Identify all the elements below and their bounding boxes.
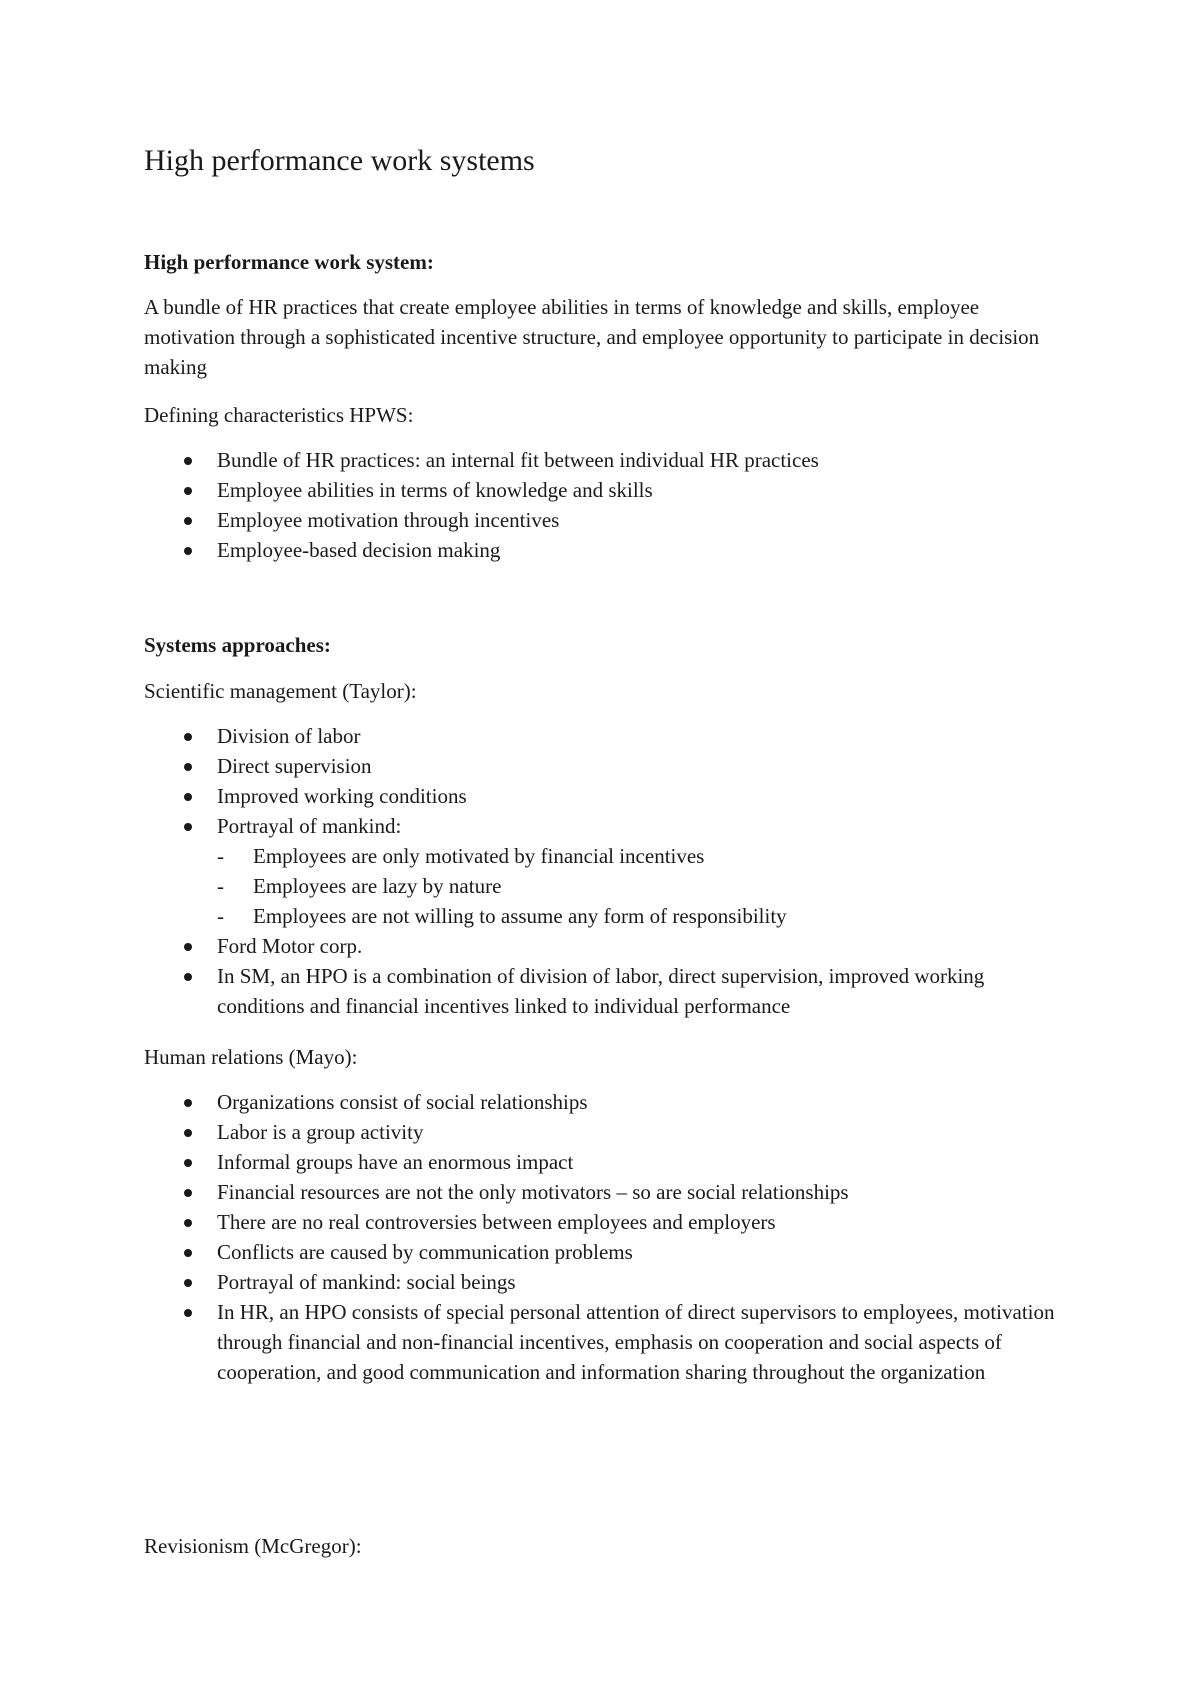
bullet-icon	[184, 763, 192, 771]
list-item: Informal groups have an enormous impact	[144, 1147, 1074, 1177]
bullet-icon	[184, 1099, 192, 1107]
document-page	[144, 0, 1074, 1698]
list-item: Direct supervision	[144, 751, 1074, 781]
list-item: Bundle of HR practices: an internal fit between individual HR practices	[144, 445, 1074, 475]
human-relations-label-block	[144, 1042, 1074, 1072]
bullet-icon	[184, 1249, 192, 1257]
bullet-icon	[184, 487, 192, 495]
characteristics-list	[144, 445, 1074, 565]
bullet-icon	[184, 1189, 192, 1197]
list-item: Organizations consist of social relationships	[144, 1087, 1074, 1117]
bullet-icon	[184, 1129, 192, 1137]
sub-list-item: - Employees are only motivated by financial incentives	[217, 841, 1074, 871]
scientific-management-label: Scientific management (Taylor):	[144, 679, 417, 703]
section-hpws-heading-block	[144, 247, 1074, 277]
section-systems-heading-block	[144, 630, 1074, 660]
list-item: Portrayal of mankind: social beings	[144, 1267, 1074, 1297]
bullet-icon	[184, 1309, 192, 1317]
sub-list-item: - Employees are lazy by nature	[217, 871, 1074, 901]
scientific-list-block	[144, 721, 1074, 1021]
human-relations-list-block	[144, 1087, 1074, 1387]
revisionism-label-block	[144, 1531, 1074, 1561]
portrayal-sublist	[217, 841, 1074, 931]
list-item: Conflicts are caused by communication problems	[144, 1237, 1074, 1267]
bullet-icon	[184, 823, 192, 831]
list-item: Employee-based decision making	[144, 535, 1074, 565]
human-relations-label: Human relations (Mayo):	[144, 1045, 358, 1069]
dash-icon: -	[217, 874, 224, 898]
characteristics-block	[144, 400, 1074, 430]
list-item: In SM, an HPO is a combination of division of labor, direct supervision, improved working conditions and financial incentives linked to individual performance	[144, 961, 1074, 1021]
scientific-list	[144, 721, 1074, 1021]
bullet-icon	[184, 547, 192, 555]
page-title: High performance work systems	[144, 144, 535, 177]
list-item: Division of labor	[144, 721, 1074, 751]
list-item: Financial resources are not the only motivators – so are social relationships	[144, 1177, 1074, 1207]
list-item: There are no real controversies between employees and employers	[144, 1207, 1074, 1237]
scientific-label-block	[144, 676, 1074, 706]
list-item: Portrayal of mankind: - Employees are only motivated by financial incentives - Employees are lazy by nature - Employees are not willing to assume any form of responsibility	[144, 811, 1074, 931]
list-item: Employee abilities in terms of knowledge and skills	[144, 475, 1074, 505]
list-item: In HR, an HPO consists of special personal attention of direct supervisors to employees, motivation through financial and non-financial incentives, emphasis on cooperation and social aspects of cooperation, and good communication and information sharing throughout the organization	[144, 1297, 1074, 1387]
revisionism-label: Revisionism (McGregor):	[144, 1534, 362, 1558]
hpws-definition: A bundle of HR practices that create employee abilities in terms of knowledge and skills, employee motivation through a sophisticated incentive structure, and employee opportunity to participate in decision making	[144, 295, 1040, 379]
bullet-icon	[184, 517, 192, 525]
bullet-icon	[184, 457, 192, 465]
sub-list-item: - Employees are not willing to assume any form of responsibility	[217, 901, 1074, 931]
bullet-icon	[184, 1279, 192, 1287]
bullet-icon	[184, 733, 192, 741]
bullet-icon	[184, 1159, 192, 1167]
list-item: Improved working conditions	[144, 781, 1074, 811]
human-relations-list	[144, 1087, 1074, 1387]
bullet-icon	[184, 793, 192, 801]
definition-block	[144, 292, 1074, 382]
dash-icon: -	[217, 844, 224, 868]
list-item: Labor is a group activity	[144, 1117, 1074, 1147]
bullet-icon	[184, 1219, 192, 1227]
list-item: Ford Motor corp.	[144, 931, 1074, 961]
list-item: Employee motivation through incentives	[144, 505, 1074, 535]
section-heading-systems: Systems approaches:	[144, 633, 331, 657]
section-heading-hpws: High performance work system:	[144, 250, 434, 274]
characteristics-label: Defining characteristics HPWS:	[144, 403, 414, 427]
bullet-icon	[184, 973, 192, 981]
dash-icon: -	[217, 904, 224, 928]
bullet-icon	[184, 943, 192, 951]
characteristics-list-block	[144, 445, 1074, 565]
